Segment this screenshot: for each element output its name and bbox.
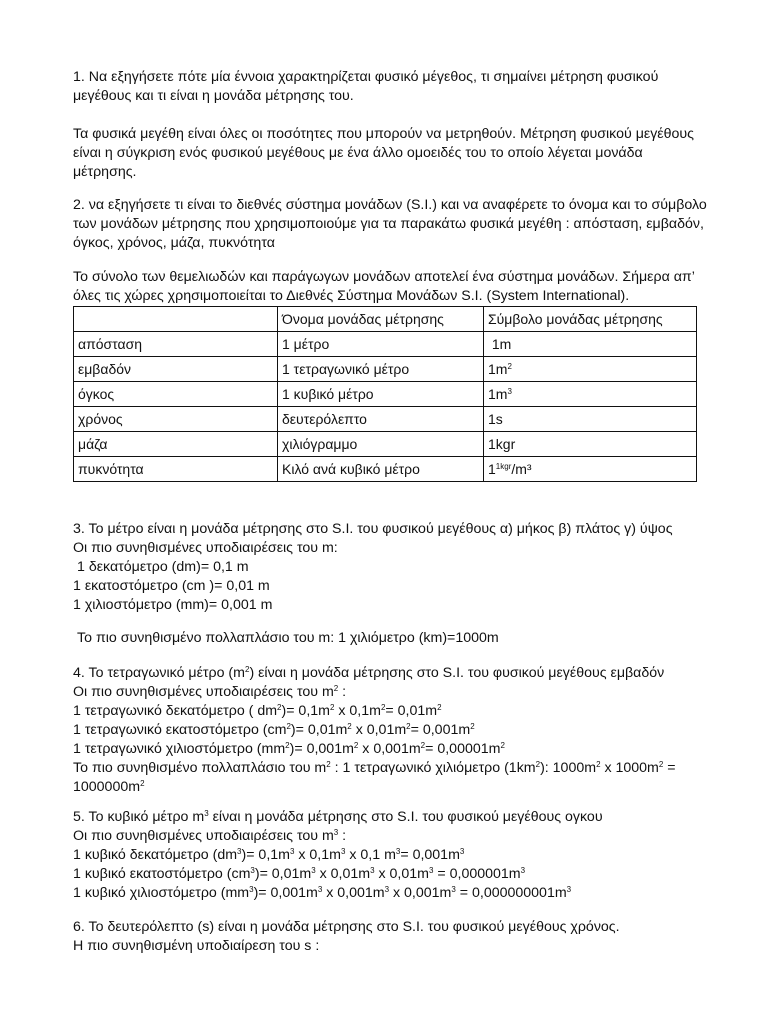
table-row <box>74 457 697 482</box>
table-row <box>74 382 697 407</box>
unit-name-cell: Κιλό ανά κυβικό μέτρο <box>278 457 484 482</box>
table-header-row <box>74 307 697 332</box>
unit-symbol-cell: $1m^3$ <box>484 382 697 407</box>
q2-question: 2. να εξηγήσετε τι είναι το διεθνές σύστημα μονάδων (S.I.) και να αναφέρετε το όνομα και το σύμβολο των μονάδων μέτρησης που χρησιμοποιούμε για τα παρακάτω φυσικά μεγέθη : απόσταση, εμβαδόν, όγκος, χρόνος, μάζα, πυκνότητα <box>73 197 707 251</box>
unit-symbol-cell: $1^{1kgr}/m^3$ <box>484 457 697 482</box>
q1-answer: Τα φυσικά μεγέθη είναι όλες οι ποσότητες που μπορούν να μετρηθούν. Μέτρηση φυσικού μεγέθους είναι η σύγκριση ενός φυσικού μεγέθους με ένα άλλο ομοειδές του το οποίο λέγεται μονάδα μέτρησης. <box>73 126 694 180</box>
units-table <box>73 306 697 482</box>
q4-section: 4. Το τετραγωνικό μέτρο $(m^2)$ είναι η μονάδα μέτρησης στο S.I. του φυσικού μεγέθους εμβαδόν Οι πιο συνηθισμένες υποδιαιρέσεις του $m^2$ : 1 τετραγωνικό δεκατόμετρο ( $dm^2)= 0,1m^2$ x $0,1m^2= 0,01m^2$ 1 τετραγωνικό εκατοστόμετρο $(cm^2)= 0,01m^2$ x $0,01m^2= 0,001m^2$ 1 τετραγωνικό χιλιοστόμετρο $(mm^2)= 0,001m^2$ x $0,001m^2= 0,00001m^2$ Το πιο συνηθισμένο πολλαπλάσιο του $m^2$ : 1 τετραγωνικό χιλιόμετρο $(1km^2)$: $1000m^2$ x $1000m^2$ = $1000000m^2$ <box>73 665 676 795</box>
q3-section: 3. Το μέτρο είναι η μονάδα μέτρησης στο S.I. του φυσικού μεγέθους α) μήκος β) πλάτος γ) ύψος Οι πιο συνηθισμένες υποδιαιρέσεις του m: 1 δεκατόμετρο (dm)= 0,1 m 1 εκατοστόμετρο (cm )= 0,01 m 1 χιλιοστόμετρο (mm)= 0,001 m <box>73 521 673 613</box>
unit-symbol-cell: 1s <box>484 407 697 432</box>
quantity-cell: χρόνος <box>74 407 278 432</box>
q1-question: 1. Να εξηγήσετε πότε μία έννοια χαρακτηρίζεται φυσικό μέγεθος, τι σημαίνει μέτρηση φυσικού μεγέθους και τι είναι η μονάδα μέτρησης του. <box>73 69 659 104</box>
quantity-cell: απόσταση <box>74 332 278 357</box>
unit-name-cell: 1 κυβικό μέτρο <box>278 382 484 407</box>
table-header-cell: Σύμβολο μονάδας μέτρησης <box>484 307 697 332</box>
q5-section: 5. Το κυβικό μέτρο $m^3$ είναι η μονάδα μέτρησης στο S.I. του φυσικού μεγέθους ογκου Οι πιο συνηθισμένες υποδιαιρέσεις του $m^3$ : 1 κυβικό δεκατόμετρο $(dm^3)= 0,1m^3$ x $0,1m^3$ x 0,1 $m^3= 0,001m^3$ 1 κυβικό εκατοστόμετρο $(cm^3)= 0,01m^3$ x $0,01m^3$ x $0,01m^3 = 0,000001m^3$ 1 κυβικό χιλιοστόμετρο $(mm^3)= 0,001m^3$ x $0,001m^3$ x $0,001m^3 = 0,000000001m^3$ <box>73 809 603 901</box>
unit-name-cell: χιλιόγραμμο <box>278 432 484 457</box>
unit-symbol-cell: 1kgr <box>484 432 697 457</box>
table-header-cell <box>74 307 278 332</box>
unit-name-cell: 1 τετραγωνικό μέτρο <box>278 357 484 382</box>
table-header-cell: Όνομα μονάδας μέτρησης <box>278 307 484 332</box>
q3-multiple: Το πιο συνηθισμένο πολλαπλάσιο του m: 1 χιλιόμετρο (km)=1000m <box>77 630 499 646</box>
quantity-cell: εμβαδόν <box>74 357 278 382</box>
q2-answer: Το σύνολο των θεμελιωδών και παράγωγων μονάδων αποτελεί ένα σύστημα μονάδων. Σήμερα απ’ όλες τις χώρες χρησιμοποιείται το Διεθνές Σύστημα Μονάδων S.I. (System International). <box>73 269 695 304</box>
unit-symbol-cell: $1m^2$ <box>484 357 697 382</box>
q6-section: 6. Το δευτερόλεπτο (s) είναι η μονάδα μέτρησης στο S.I. του φυσικού μεγέθους χρόνος. Η πιο συνηθισμένη υποδιαίρεση του s : <box>73 919 620 954</box>
quantity-cell: μάζα <box>74 432 278 457</box>
table-row <box>74 407 697 432</box>
table-row <box>74 332 697 357</box>
unit-symbol-cell: 1m <box>484 332 697 357</box>
quantity-cell: όγκος <box>74 382 278 407</box>
table-row <box>74 357 697 382</box>
unit-name-cell: δευτερόλεπτο <box>278 407 484 432</box>
table-row <box>74 432 697 457</box>
unit-name-cell: 1 μέτρο <box>278 332 484 357</box>
quantity-cell: πυκνότητα <box>74 457 278 482</box>
